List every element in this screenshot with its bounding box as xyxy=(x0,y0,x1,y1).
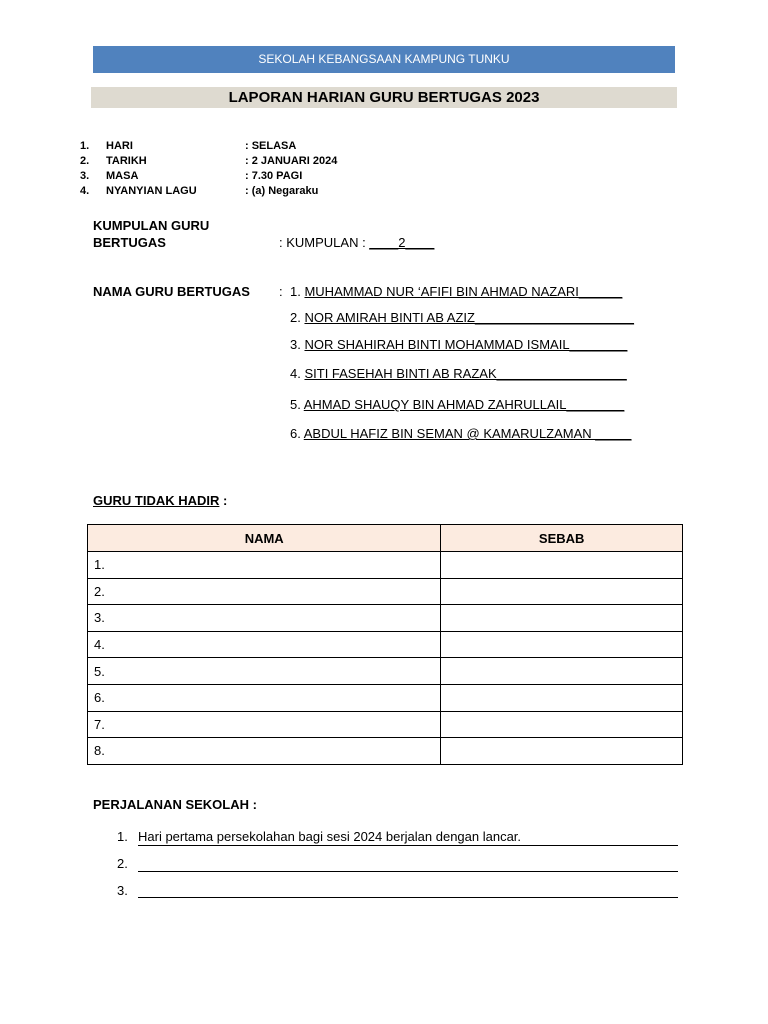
teachers-label: NAMA GURU BERTUGAS xyxy=(93,284,250,299)
table-row xyxy=(88,684,683,711)
table-row xyxy=(88,552,683,579)
reason-cell xyxy=(441,631,683,658)
info-number: 3. xyxy=(80,170,90,182)
info-value: : SELASA xyxy=(245,140,297,152)
teacher-name: NOR SHAHIRAH BINTI MOHAMMAD ISMAIL________ xyxy=(304,337,628,352)
table-row xyxy=(88,711,683,738)
group-value xyxy=(279,235,434,250)
group-label-line2: BERTUGAS xyxy=(93,235,166,250)
reason-cell xyxy=(441,711,683,738)
info-label: TARIKH xyxy=(106,155,147,167)
absent-heading-text: GURU TIDAK HADIR xyxy=(93,493,220,508)
column-header-reason: SEBAB xyxy=(441,525,683,552)
journey-item-number: 1. xyxy=(117,829,128,844)
teachers-colon: : xyxy=(279,284,283,299)
teacher-item xyxy=(290,310,634,325)
reason-cell xyxy=(441,605,683,632)
info-label: HARI xyxy=(106,140,133,152)
row-number-cell: 5. xyxy=(88,658,441,685)
teacher-name: NOR AMIRAH BINTI AB AZIZ______________________ xyxy=(304,310,635,325)
reason-cell xyxy=(441,658,683,685)
reason-cell xyxy=(441,552,683,579)
teacher-item xyxy=(290,426,631,441)
column-header-name: NAMA xyxy=(88,525,441,552)
report-title: LAPORAN HARIAN GURU BERTUGAS 2023 xyxy=(91,87,677,108)
table-row xyxy=(88,605,683,632)
group-prefix: : KUMPULAN : xyxy=(279,235,370,250)
info-label: NYANYIAN LAGU xyxy=(106,185,197,197)
absent-heading-colon: : xyxy=(219,493,228,508)
teacher-name: ABDUL HAFIZ BIN SEMAN @ KAMARULZAMAN _____ xyxy=(303,426,632,441)
journey-heading: PERJALANAN SEKOLAH : xyxy=(93,797,257,812)
table-row xyxy=(88,738,683,765)
teacher-name: MUHAMMAD NUR ‘AFIFI BIN AHMAD NAZARI______ xyxy=(304,284,623,299)
school-banner: SEKOLAH KEBANGSAAN KAMPUNG TUNKU xyxy=(93,46,675,73)
row-number-cell: 4. xyxy=(88,631,441,658)
journey-item-text: Hari pertama persekolahan bagi sesi 2024 berjalan dengan lancar. xyxy=(138,829,678,846)
row-number-cell: 7. xyxy=(88,711,441,738)
teacher-number: 3. xyxy=(290,337,301,352)
journey-item-number: 3. xyxy=(117,883,128,898)
teacher-number: 2. xyxy=(290,310,301,325)
info-number: 4. xyxy=(80,185,90,197)
teacher-item xyxy=(290,366,627,381)
journey-item-text xyxy=(138,855,678,872)
group-number: ____2____ xyxy=(369,235,435,250)
absent-table-header xyxy=(88,525,683,552)
teacher-item xyxy=(290,337,627,352)
reason-cell xyxy=(441,578,683,605)
row-number-cell: 3. xyxy=(88,605,441,632)
reason-cell xyxy=(441,684,683,711)
info-value: : 7.30 PAGI xyxy=(245,170,303,182)
journey-item-text xyxy=(138,881,678,898)
journey-item-number: 2. xyxy=(117,856,128,871)
table-row xyxy=(88,631,683,658)
table-row xyxy=(88,578,683,605)
table-row xyxy=(88,658,683,685)
row-number-cell: 2. xyxy=(88,578,441,605)
row-number-cell: 8. xyxy=(88,738,441,765)
info-value: : 2 JANUARI 2024 xyxy=(245,155,338,167)
teacher-number: 5. xyxy=(290,397,301,412)
teacher-number: 6. xyxy=(290,426,301,441)
info-value: : (a) Negaraku xyxy=(245,185,319,197)
info-number: 2. xyxy=(80,155,90,167)
reason-cell xyxy=(441,738,683,765)
row-number-cell: 6. xyxy=(88,684,441,711)
info-label: MASA xyxy=(106,170,139,182)
teacher-item xyxy=(290,284,622,299)
teacher-number: 4. xyxy=(290,366,301,381)
row-number-cell: 1. xyxy=(88,552,441,579)
absent-table xyxy=(87,524,683,765)
teacher-name: SITI FASEHAH BINTI AB RAZAK__________________ xyxy=(304,366,627,381)
teacher-number: 1. xyxy=(290,284,301,299)
group-label-line1: KUMPULAN GURU xyxy=(93,218,210,233)
info-number: 1. xyxy=(80,140,90,152)
absent-heading xyxy=(93,493,227,508)
teacher-name: AHMAD SHAUQY BIN AHMAD ZAHRULLAIL________ xyxy=(303,397,625,412)
teacher-item xyxy=(290,397,624,412)
